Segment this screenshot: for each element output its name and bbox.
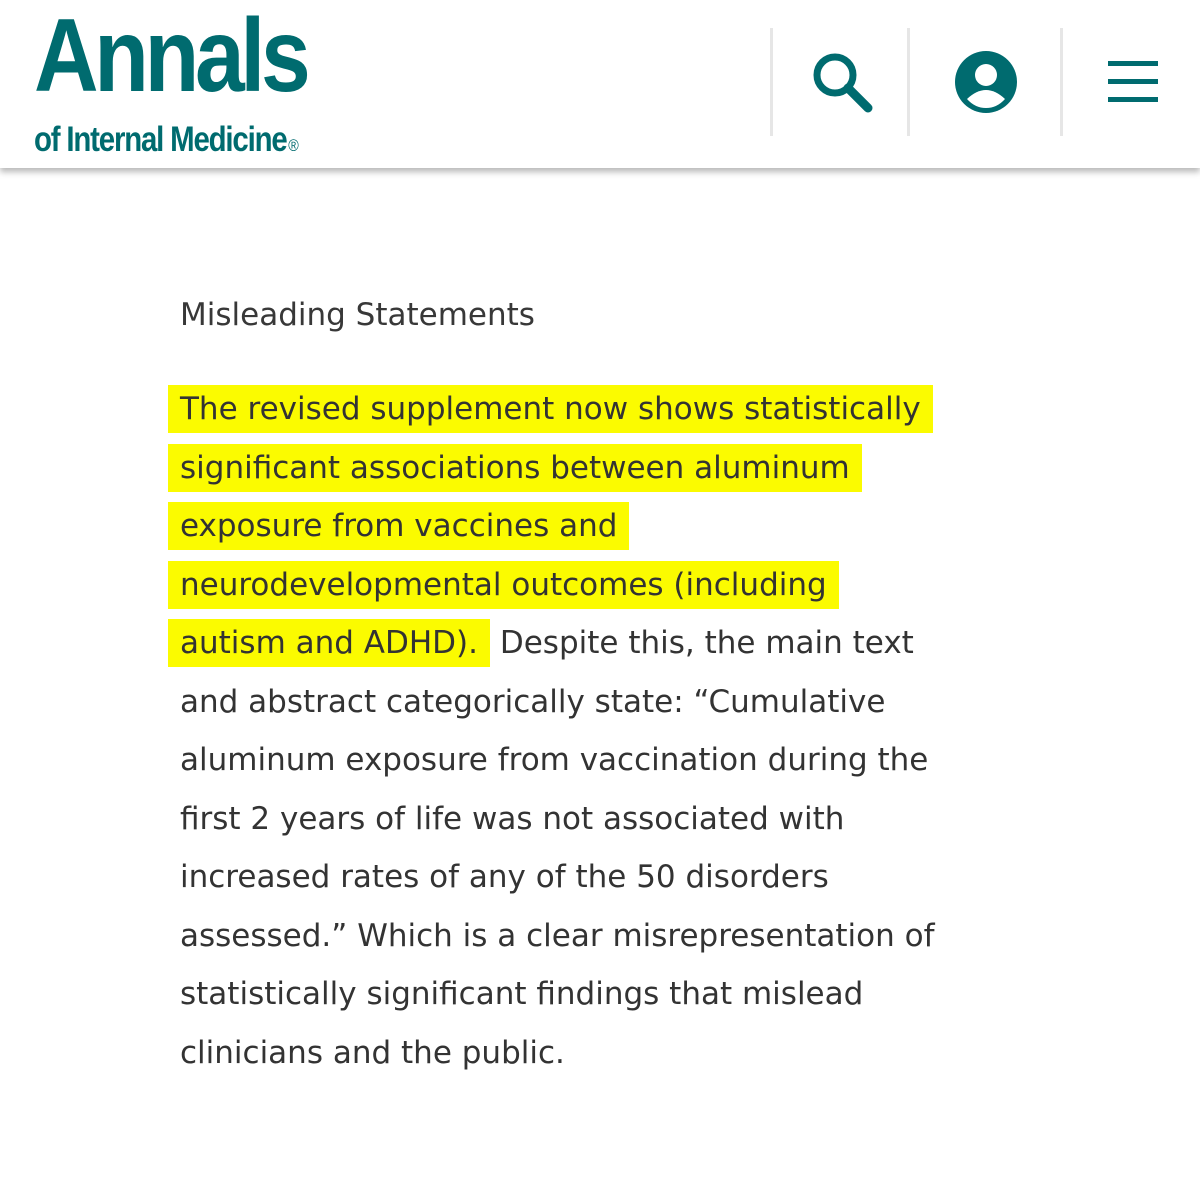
section-title: Misleading Statements xyxy=(180,297,535,333)
search-icon xyxy=(810,50,874,114)
header-divider xyxy=(1060,28,1063,136)
paragraph-line: and abstract categorically state: “Cumulative xyxy=(180,683,886,720)
header-divider xyxy=(907,28,910,136)
logo-title: Annals xyxy=(34,0,307,114)
highlighted-text: significant associations between aluminum xyxy=(168,444,862,492)
highlighted-text: neurodevelopmental outcomes (including xyxy=(168,561,839,609)
paragraph-line: first 2 years of life was not associated with xyxy=(180,800,845,837)
paragraph-line xyxy=(180,614,1040,673)
journal-logo[interactable] xyxy=(34,0,354,159)
logo-subtitle-text: of Internal Medicine xyxy=(34,120,287,159)
paragraph-line xyxy=(180,556,1040,615)
highlighted-text: The revised supplement now shows statistically xyxy=(168,385,933,433)
logo-subtitle xyxy=(34,122,299,164)
highlighted-text: autism and ADHD). xyxy=(168,619,490,667)
registered-mark: ® xyxy=(288,136,299,155)
menu-button[interactable] xyxy=(1066,30,1200,134)
paragraph-line: clinicians and the public. xyxy=(180,1034,565,1071)
site-header xyxy=(0,0,1200,168)
paragraph-line: statistically significant findings that mislead xyxy=(180,976,864,1012)
user-circle-icon xyxy=(955,51,1017,113)
paragraph-line: assessed.” Which is a clear misrepresentation of xyxy=(180,917,935,954)
paragraph-line xyxy=(180,497,1040,556)
header-divider xyxy=(770,28,773,136)
article-paragraph xyxy=(180,380,1040,1082)
paragraph-line xyxy=(180,380,1040,439)
plain-text: Despite this, the main text xyxy=(490,625,914,661)
hamburger-menu-icon xyxy=(1108,59,1158,105)
highlighted-text: exposure from vaccines and xyxy=(168,502,629,550)
paragraph-line: aluminum exposure from vaccination during the xyxy=(180,742,929,778)
paragraph-line: increased rates of any of the 50 disorders xyxy=(180,859,829,895)
search-button[interactable] xyxy=(776,30,908,134)
paragraph-line xyxy=(180,439,1040,498)
account-button[interactable] xyxy=(913,30,1059,134)
